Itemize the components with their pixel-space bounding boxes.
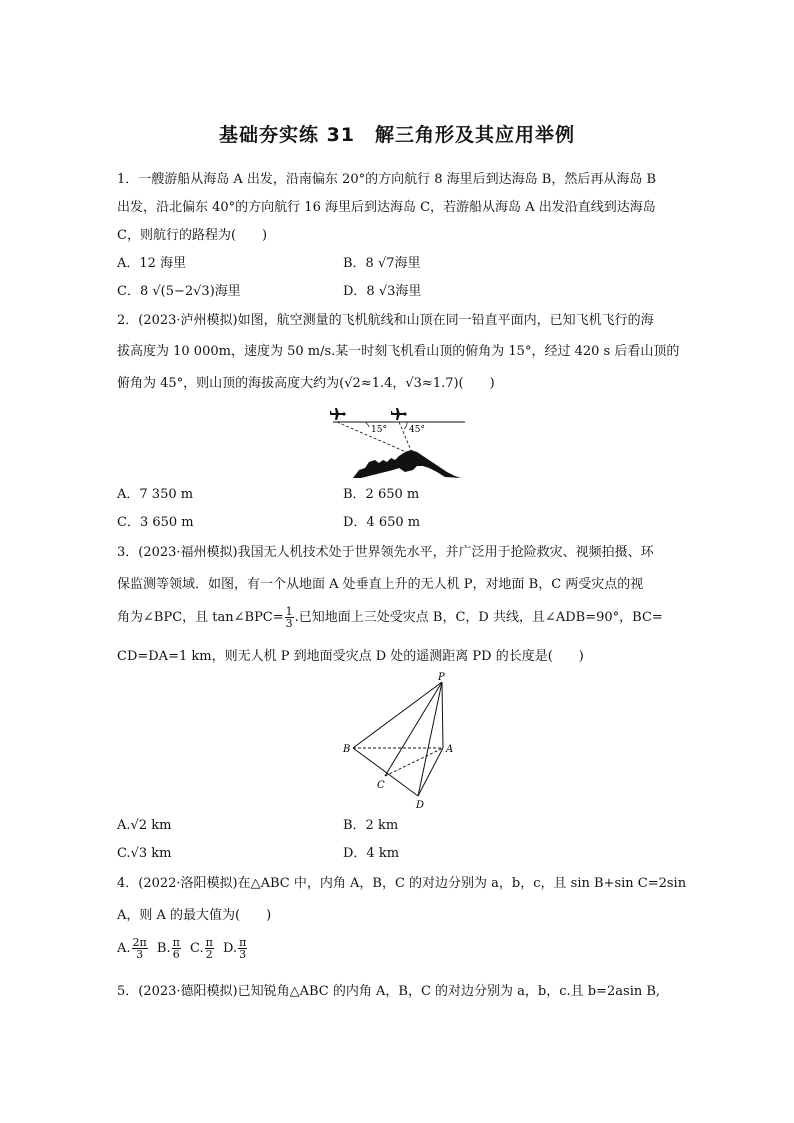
q3-line-3 bbox=[117, 606, 663, 629]
point-label-B: B bbox=[343, 744, 351, 755]
q4-option-b bbox=[156, 936, 182, 961]
q4-option-a bbox=[117, 936, 149, 961]
q4-option-a-fraction bbox=[132, 937, 148, 960]
page-title: 基础夯实练 31 解三角形及其应用举例 bbox=[218, 124, 576, 146]
q2-option-b: B．2 650 m bbox=[343, 487, 420, 502]
q3-line-3-pre: 角为∠BPC，且 tan∠BPC= bbox=[117, 610, 284, 625]
tan-fraction-numerator: 1 bbox=[285, 605, 293, 618]
q4-option-d-fraction bbox=[238, 937, 247, 960]
q1-option-d: D．8 √3海里 bbox=[343, 284, 422, 299]
q3-line-2: 保监测等领域．如图，有一个从地面 A 处垂直上升的无人机 P，对地面 B，C 两受灾点的视 bbox=[117, 577, 644, 592]
q2-line-1: 2．(2023·泸州模拟)如图，航空测量的飞机航线和山顶在同一铅直平面内，已知飞机飞行的海 bbox=[117, 313, 654, 328]
q4-option-d-letter: D. bbox=[222, 941, 238, 956]
point-label-A: A bbox=[446, 744, 454, 755]
q1-option-b: B．8 √7海里 bbox=[343, 256, 421, 271]
point-label-D: D bbox=[416, 800, 425, 811]
q2-option-d: D．4 650 m bbox=[343, 515, 421, 530]
q5-line-1: 5．(2023·德阳模拟)已知锐角△ABC 的内角 A，B，C 的对边分别为 a，b，c.且 b=2asin B, bbox=[117, 984, 661, 999]
q4-option-c bbox=[189, 936, 215, 961]
q2-option-c: C．3 650 m bbox=[117, 515, 194, 530]
q4-option-c-den: 2 bbox=[205, 948, 213, 961]
q4-option-b-den: 6 bbox=[172, 948, 180, 961]
q3-line-1: 3．(2023·福州模拟)我国无人机技术处于世界领先水平，并广泛用于抢险救灾、视频拍摄、环 bbox=[117, 545, 654, 560]
q3-option-d: D．4 km bbox=[343, 846, 400, 861]
q3-line-4: CD=DA=1 km，则无人机 P 到地面受灾点 D 处的遥测距离 PD 的长度是( ) bbox=[117, 649, 584, 664]
q3-option-a: A.√2 km bbox=[117, 818, 172, 833]
q4-option-a-num: 2π bbox=[132, 936, 147, 949]
q4-option-d bbox=[222, 936, 248, 961]
angle-arc-45 bbox=[404, 422, 407, 429]
q1-line-3: C，则航行的路程为( ) bbox=[117, 228, 268, 243]
q2-line-3: 俯角为 45°，则山顶的海拔高度大约为(√2≈1.4，√3≈1.7)( ) bbox=[117, 376, 495, 391]
point-label-P: P bbox=[438, 672, 445, 683]
q1-option-a: A．12 海里 bbox=[117, 256, 187, 271]
q2-line-2: 拔高度为 10 000m，速度为 50 m/s.某一时刻飞机看山顶的俯角为 15°，经过 420 s 后看山顶的 bbox=[117, 344, 680, 359]
q4-option-d-num: π bbox=[239, 936, 247, 949]
segment-PB bbox=[353, 682, 442, 748]
q4-option-b-num: π bbox=[172, 936, 180, 949]
q4-options bbox=[117, 934, 248, 964]
q3-option-c: C.√3 km bbox=[117, 846, 172, 861]
angle-arc-15 bbox=[365, 422, 369, 427]
q4-option-c-fraction bbox=[205, 937, 214, 960]
tan-fraction bbox=[285, 606, 294, 629]
q4-option-c-letter: C. bbox=[189, 941, 204, 956]
q4-option-c-num: π bbox=[205, 936, 213, 949]
q3-option-b: B．2 km bbox=[343, 818, 399, 833]
mountain-silhouette bbox=[353, 450, 461, 478]
q3-line-3-post: .已知地面上三处受灾点 B，C，D 共线，且∠ADB=90°，BC= bbox=[294, 610, 663, 625]
q1-line-2: 出发，沿北偏东 40°的方向航行 16 海里后到达海岛 C，若游船从海岛 A 出发沿直线到达海岛 bbox=[117, 200, 656, 215]
segment-BD bbox=[353, 748, 418, 796]
airplane-icon-2 bbox=[391, 408, 407, 420]
flight-mountain-figure bbox=[325, 400, 470, 482]
segment-PA bbox=[442, 682, 443, 748]
segment-AD bbox=[418, 748, 443, 796]
q4-option-a-den: 3 bbox=[136, 948, 144, 961]
q4-option-b-fraction bbox=[172, 937, 181, 960]
point-label-C: C bbox=[377, 780, 385, 791]
angle-label-45: 45° bbox=[409, 425, 425, 435]
q2-option-a: A．7 350 m bbox=[117, 487, 194, 502]
airplane-icon-1 bbox=[330, 408, 346, 420]
q1-option-c: C．8 √(5−2√3)海里 bbox=[117, 284, 241, 299]
tan-fraction-denominator: 3 bbox=[285, 617, 293, 630]
q4-line-1: 4．(2022·洛阳模拟)在△ABC 中，内角 A，B，C 的对边分别为 a，b，c，且 sin B+sin C=2sin bbox=[117, 876, 687, 891]
angle-label-15: 15° bbox=[371, 425, 387, 435]
segment-PD bbox=[418, 682, 442, 796]
q1-line-1: 1．一艘游船从海岛 A 出发，沿南偏东 20°的方向航行 8 海里后到达海岛 B，然后再从海岛 B bbox=[117, 172, 657, 187]
q4-line-2: A，则 A 的最大值为( ) bbox=[117, 908, 272, 923]
q4-option-b-letter: B. bbox=[156, 941, 171, 956]
q4-option-d-den: 3 bbox=[239, 948, 247, 961]
q4-option-a-letter: A. bbox=[117, 941, 131, 956]
drone-geometry-figure bbox=[335, 672, 465, 812]
